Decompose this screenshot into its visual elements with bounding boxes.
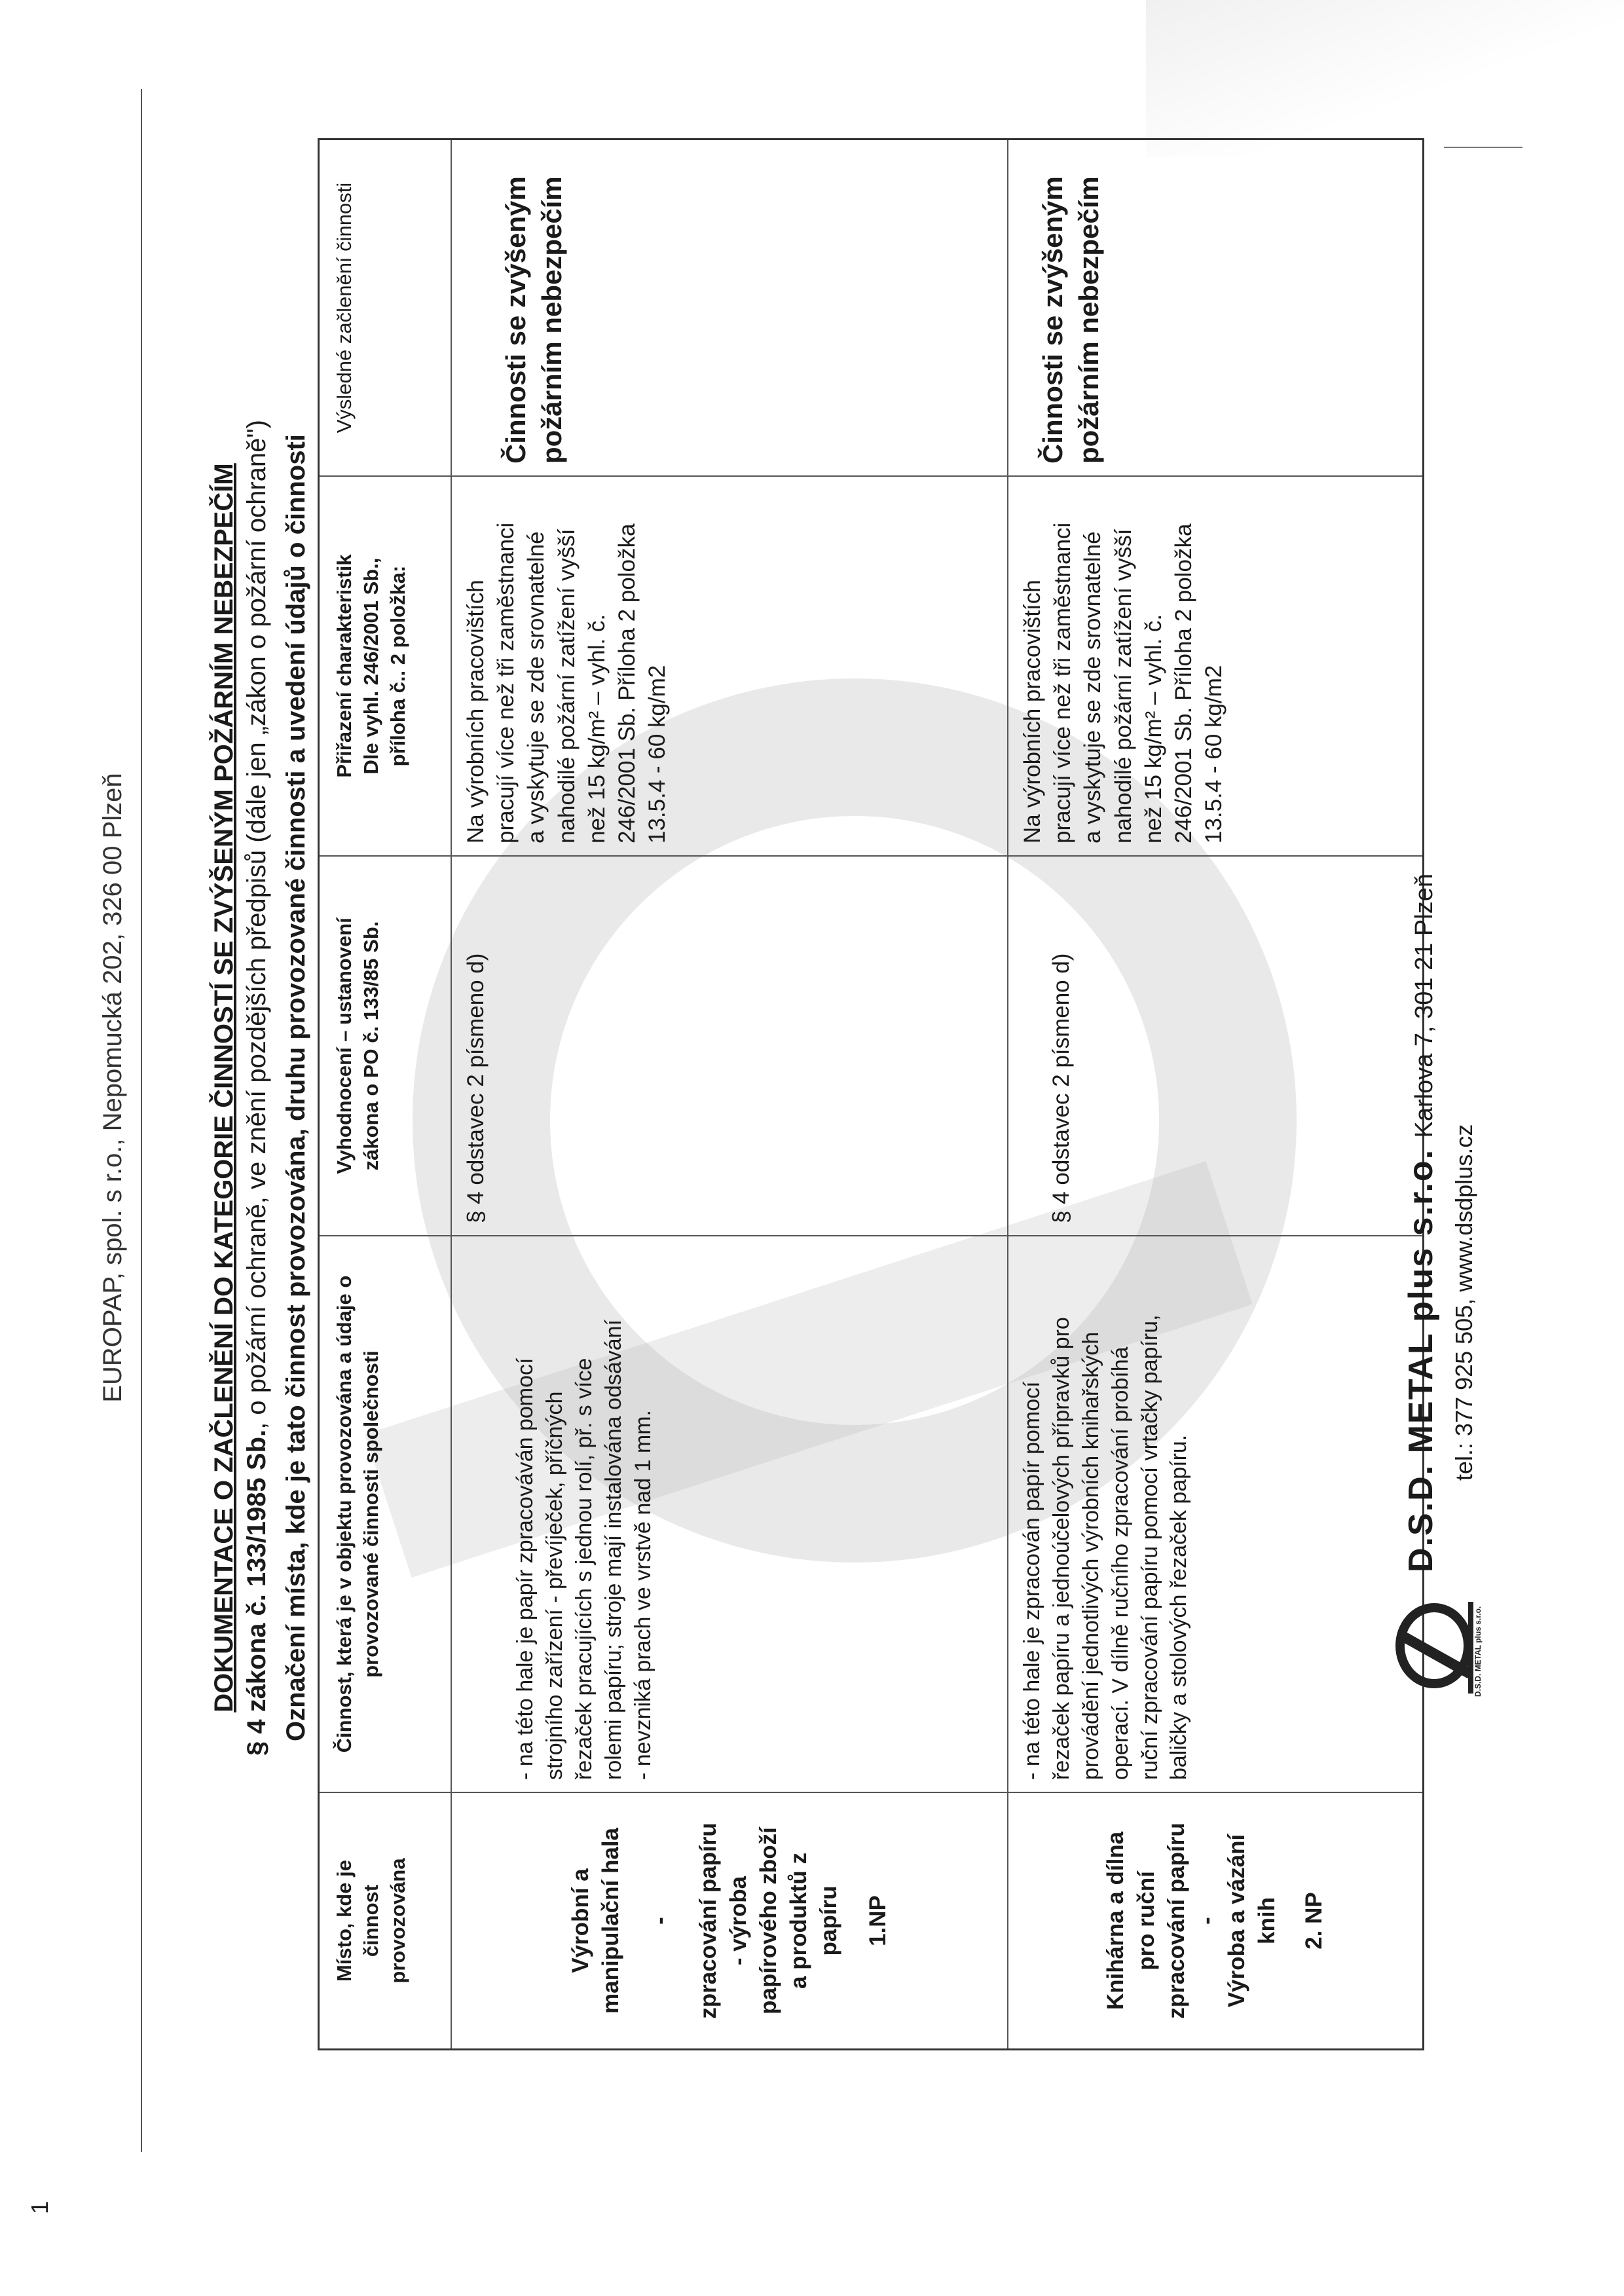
- text-line: nahodilé požární zatížení vyšší: [553, 528, 580, 843]
- header-line: Dle vyhl. 246/2001 Sb.,: [359, 557, 382, 775]
- row1-evaluation: § 4 odstavec 2 písmeno d): [463, 953, 489, 1223]
- dsd-logo: [1395, 1599, 1480, 1697]
- header-line: Vyhodnocení – ustanovení: [333, 917, 356, 1174]
- text-line: pro ruční: [1133, 1871, 1159, 1971]
- text-line: Knihárna a dílna: [1103, 1831, 1129, 2010]
- text-line: než 15 kg/m² – vyhl. č.: [1140, 614, 1166, 843]
- text-line: řezaček papíru a jednoúčelových přípravků pro: [1048, 1317, 1074, 1780]
- row1-result: [452, 140, 1007, 475]
- text-line: a vyskytuje se zde srovnatelné: [1080, 531, 1106, 843]
- row2-activity: [1008, 1236, 1422, 1792]
- text-line: 13.5.4 - 60 kg/m2: [644, 665, 671, 843]
- text-line: Výroba a vázání: [1224, 1834, 1250, 2008]
- header-line: Výsledné začlenění činnosti: [333, 182, 356, 434]
- text-line: Na výrobních pracovištích: [1020, 580, 1045, 843]
- row2-place: [1008, 1793, 1422, 2048]
- row2-assignment: [1008, 477, 1422, 855]
- text-line: - výroba: [725, 1876, 751, 1966]
- text-line: operací. V dílně ručního zpracování probíhá: [1107, 1346, 1133, 1780]
- text-line: zpracování papíru: [695, 1823, 721, 2019]
- text-line: požárním nebezpečím: [1073, 176, 1105, 464]
- header-line: Místo, kde je: [333, 1859, 356, 1982]
- row2-result: [1008, 140, 1422, 475]
- text-line: papíru: [816, 1885, 842, 1956]
- text-line: Výrobní a: [568, 1868, 594, 1973]
- text-line: 1.NP: [864, 1895, 891, 1946]
- classification-table: [318, 138, 1424, 2050]
- text-line: knih: [1254, 1897, 1280, 1944]
- text-line: pracují více než tři zaměstnanci: [1050, 522, 1076, 843]
- text-line: zpracování papíru: [1163, 1823, 1189, 2019]
- text-line: Činnosti se zvýšeným: [1037, 176, 1068, 464]
- text-line: nahodilé požární zatížení vyšší: [1110, 528, 1136, 843]
- text-line: - na této hale je papír zpracováván pomocí: [513, 1358, 538, 1780]
- text-line: manipulační hala: [598, 1828, 624, 2014]
- header-line: provozované činnosti společnosti: [359, 1350, 382, 1678]
- text-line: 13.5.4 - 60 kg/m2: [1201, 665, 1227, 843]
- header-line: zákona o PO č. 133/85 Sb.: [359, 921, 382, 1171]
- text-line: - nevzniká prach ve vrstvě nad 1 mm.: [630, 1409, 655, 1780]
- row1-assignment: [452, 477, 1007, 855]
- text-line: provádění jednotlivých výrobních knihařských: [1078, 1331, 1103, 1780]
- text-line: 2. NP: [1301, 1892, 1327, 1950]
- footer: [1382, 649, 1500, 1697]
- header-assignment: [320, 477, 451, 855]
- text-line: a produktů z: [786, 1852, 812, 1990]
- row1-activity: [452, 1236, 1007, 1792]
- text-line: pracují více než tři zaměstnanci: [493, 522, 519, 843]
- document-title: DOKUMENTACE O ZAČLENĚNÍ DO KATEGORIE ČINNOSTÍ SE ZVÝŠENÝM POŽÁRNÍM NEBEZPEČÍM: [210, 463, 238, 1713]
- company-header: EUROPAP, spol. s r.o., Nepomucká 202, 326 00 Plzeň: [98, 773, 127, 1403]
- text-line: -: [646, 1917, 673, 1925]
- dsd-logo-icon: [1395, 1599, 1480, 1697]
- footer-address: Karlova 7, 301 21 Plzeň: [1411, 874, 1438, 1138]
- text-line: papírového zboží: [756, 1827, 782, 2014]
- header-result: [320, 140, 451, 475]
- footer-contact: tel.: 377 925 505, www.dsdplus.cz: [1450, 1124, 1477, 1481]
- header-evaluation: [320, 857, 451, 1235]
- law-text: , o požární ochraně, ve znění pozdějších předpisů (dále jen „zákon o požární ochraně"): [242, 420, 271, 1430]
- text-line: 246/2001 Sb. Příloha 2 položka: [1170, 523, 1196, 843]
- header-rule: [141, 89, 142, 2152]
- header-activity: [320, 1236, 451, 1792]
- law-reference: § 4 zákona č. 133/1985 Sb.: [242, 1429, 271, 1756]
- header-line: činnost: [359, 1884, 382, 1957]
- text-line: - na této hale je zpracován papír pomocí: [1020, 1381, 1044, 1780]
- header-line: Činnost, která je v objektu provozována a údaje o: [333, 1275, 356, 1753]
- text-line: 246/2001 Sb. Příloha 2 položka: [614, 523, 640, 843]
- text-line: Na výrobních pracovištích: [463, 580, 489, 843]
- text-line: požárním nebezpečím: [536, 176, 568, 464]
- text-line: než 15 kg/m² – vyhl. č.: [583, 614, 610, 843]
- text-line: řezaček pracujících s jednou rolí, př. s více: [571, 1358, 597, 1780]
- footer-company: D.S.D. METAL plus s.r.o.: [1402, 1148, 1440, 1572]
- header-place: [320, 1793, 451, 2048]
- document-subtitle: [242, 138, 272, 2037]
- text-line: baličky a stolových řezaček papíru.: [1166, 1434, 1192, 1780]
- text-line: Činnosti se zvýšeným: [500, 176, 531, 464]
- text-line: a vyskytuje se zde srovnatelné: [523, 531, 549, 843]
- text-line: -: [1193, 1917, 1219, 1925]
- header-line: provozována: [386, 1858, 409, 1984]
- text-line: rolemi papíru; stroje mají instalována odsávání: [600, 1319, 626, 1780]
- page-number: 1: [26, 2200, 53, 2214]
- header-line: příloha č.. 2 položka:: [386, 565, 409, 767]
- text-line: strojního zařízení - převíječek, příčných: [542, 1391, 567, 1780]
- document-subtitle-2: Označení místa, kde je tato činnost provozována, druhu provozované činnosti a uvedení údajů o činnosti: [282, 434, 310, 1741]
- footer-company-line: [1401, 874, 1441, 1572]
- footer-tick: [1444, 147, 1522, 148]
- logo-caption: D.S.D. METAL plus s.r.o.: [1473, 1606, 1483, 1697]
- text-line: ruční zpracování papíru pomocí vrtačky papíru,: [1137, 1314, 1162, 1780]
- row2-evaluation: § 4 odstavec 2 písmeno d): [1048, 953, 1074, 1223]
- row1-place: [452, 1793, 1007, 2048]
- header-line: Přiřazení charakteristik: [333, 554, 356, 778]
